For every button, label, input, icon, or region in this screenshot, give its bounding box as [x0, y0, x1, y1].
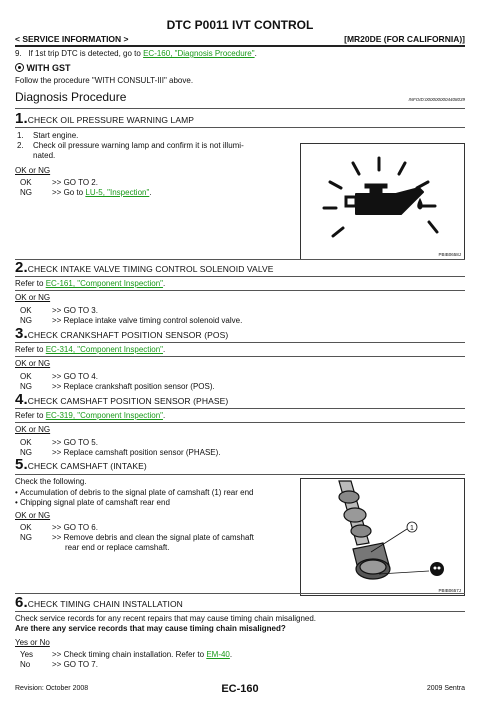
divider: [15, 408, 465, 409]
divider: [15, 127, 465, 128]
step-3-title-text: CHECK CRANKSHAFT POSITION SENSOR (POS): [27, 330, 229, 340]
ok-label: OK: [20, 306, 32, 315]
section-label: < SERVICE INFORMATION >: [15, 34, 129, 44]
ng-result: >> Replace camshaft position sensor (PHASE).: [52, 448, 221, 457]
refer-text: Refer to: [15, 345, 44, 354]
step-1-number: 1.: [15, 110, 28, 127]
refer-end: .: [163, 411, 166, 420]
step-5-bullet: • Accumulation of debris to the signal plate of camshaft (1) rear end: [15, 488, 254, 497]
divider: [15, 474, 465, 475]
divider: [15, 342, 465, 343]
ok-or-ng-label: OK or NG: [15, 511, 51, 520]
bullet-text: Accumulation of debris to the signal plate of camshaft (1) rear end: [20, 488, 254, 497]
ng-result: >> Replace intake valve timing control solenoid valve.: [52, 316, 243, 325]
ok-label: OK: [20, 438, 32, 447]
divider: [15, 276, 465, 277]
ok-result: >> GO TO 6.: [52, 523, 98, 532]
engine-label: [MR20DE (FOR CALIFORNIA)]: [344, 34, 465, 44]
gst-heading: [15, 63, 71, 73]
step-1-item-text: nated.: [33, 151, 56, 160]
ng-result-continued: rear end or replace camshaft.: [65, 543, 170, 552]
step-1-item-number: 2.: [17, 141, 24, 150]
camshaft-figure: [300, 478, 465, 596]
step-4-title-text: CHECK CAMSHAFT POSITION SENSOR (PHASE): [27, 396, 229, 406]
step-3-refer: [15, 345, 165, 354]
step-6-text: Check service records for any recent repairs that may cause timing chain misaligned.: [15, 614, 317, 623]
step-1-title: [15, 110, 194, 127]
step-4-refer: [15, 411, 165, 420]
item-9-end: .: [254, 49, 257, 58]
page-title: DTC P0011 IVT CONTROL: [166, 18, 314, 32]
step-5-bullet: • Chipping signal plate of camshaft rear end: [15, 498, 170, 507]
ng-result: [52, 188, 152, 197]
gst-title: WITH GST: [26, 63, 71, 73]
ec-319-link[interactable]: EC-319, "Component Inspection": [45, 411, 164, 420]
ok-or-ng-label: OK or NG: [15, 359, 51, 368]
step-2-title: [15, 259, 274, 276]
yes-result-end: .: [229, 650, 233, 659]
info-id: INFOID:0000000004408039: [408, 97, 465, 102]
oil-can-icon: [301, 144, 464, 259]
header-rule: [15, 45, 465, 47]
ng-result-end: .: [149, 188, 152, 197]
divider: [15, 611, 465, 612]
ok-result: >> GO TO 2.: [52, 178, 98, 187]
yes-or-no-label: Yes or No: [15, 638, 50, 647]
divider: [15, 108, 465, 109]
ng-label: NG: [20, 188, 32, 197]
divider: [15, 356, 465, 357]
ec-314-link[interactable]: EC-314, "Component Inspection": [45, 345, 164, 354]
ec-161-link[interactable]: EC-161, "Component Inspection": [45, 279, 164, 288]
camshaft-icon: [301, 479, 464, 595]
lu-5-inspection-link[interactable]: LU-5, "Inspection": [85, 188, 150, 197]
yes-result-text: >> Check timing chain installation. Refer to: [52, 650, 205, 659]
bullet-text: Chipping signal plate of camshaft rear end: [20, 498, 170, 507]
item-9: [15, 49, 257, 58]
refer-end: .: [163, 345, 166, 354]
step-3-title: [15, 325, 228, 342]
ng-label: NG: [20, 382, 32, 391]
step-2-title-text: CHECK INTAKE VALVE TIMING CONTROL SOLENOID VALVE: [27, 264, 274, 274]
ng-label: NG: [20, 448, 32, 457]
item-9-number: 9.: [15, 49, 22, 58]
ng-result: >> Remove debris and clean the signal plate of camshaft: [52, 533, 254, 542]
ok-or-ng-label: OK or NG: [15, 166, 51, 175]
yes-result: [52, 650, 232, 659]
step-2-number: 2.: [15, 259, 28, 276]
ok-label: OK: [20, 523, 32, 532]
step-1-title-text: CHECK OIL PRESSURE WARNING LAMP: [27, 115, 195, 125]
step-1-item-number: 1.: [17, 131, 24, 140]
ng-result-text: >> Go to: [52, 188, 84, 197]
step-5-number: 5.: [15, 456, 28, 473]
refer-text: Refer to: [15, 411, 44, 420]
step-6-title: [15, 594, 183, 611]
diagnosis-procedure-link[interactable]: EC-160, "Diagnosis Procedure": [143, 49, 255, 58]
step-6-title-text: CHECK TIMING CHAIN INSTALLATION: [27, 599, 183, 609]
oil-pressure-warning-lamp-figure: [300, 143, 465, 260]
ng-result: >> Replace crankshaft position sensor (POS).: [52, 382, 215, 391]
ok-result: >> GO TO 5.: [52, 438, 98, 447]
gst-icon: [15, 63, 24, 72]
step-5-title-text: CHECK CAMSHAFT (INTAKE): [27, 461, 147, 471]
step-1-item-text: Start engine.: [33, 131, 79, 140]
em-40-link[interactable]: EM-40: [206, 650, 230, 659]
step-2-refer: [15, 279, 165, 288]
step-4-number: 4.: [15, 391, 28, 408]
step-6-question: Are there any service records that may cause timing chain misaligned?: [15, 624, 286, 633]
refer-end: .: [163, 279, 166, 288]
ok-result: >> GO TO 3.: [52, 306, 98, 315]
ok-or-ng-label: OK or NG: [15, 293, 51, 302]
ok-or-ng-label: OK or NG: [15, 425, 51, 434]
callout-number: 1: [410, 525, 414, 532]
page-number: EC-160: [221, 683, 259, 695]
divider: [15, 290, 465, 291]
step-5-intro: Check the following.: [15, 477, 87, 486]
ok-label: OK: [20, 178, 32, 187]
item-9-text: If 1st trip DTC is detected, go to: [28, 49, 141, 58]
ng-label: NG: [20, 316, 32, 325]
vehicle-model: 2009 Sentra: [426, 685, 465, 692]
step-4-title: [15, 391, 228, 408]
yes-label: Yes: [20, 650, 34, 659]
revision-date: Revision: October 2008: [15, 685, 89, 692]
no-result: >> GO TO 7.: [52, 660, 98, 669]
figure-id: PBIB0657J: [438, 588, 461, 593]
no-label: No: [20, 660, 31, 669]
step-6-number: 6.: [15, 594, 28, 611]
diagnosis-procedure-heading: Diagnosis Procedure: [15, 90, 127, 104]
divider: [15, 422, 465, 423]
step-3-number: 3.: [15, 325, 28, 342]
ok-result: >> GO TO 4.: [52, 372, 98, 381]
ng-label: NG: [20, 533, 32, 542]
step-1-item-text: Check oil pressure warning lamp and confirm it is not illumi-: [33, 141, 244, 150]
gst-text: Follow the procedure "WITH CONSULT-III" above.: [15, 76, 194, 85]
figure-id: PBIB0658J: [438, 252, 461, 257]
ok-label: OK: [20, 372, 32, 381]
step-5-title: [15, 456, 147, 473]
refer-text: Refer to: [15, 279, 44, 288]
